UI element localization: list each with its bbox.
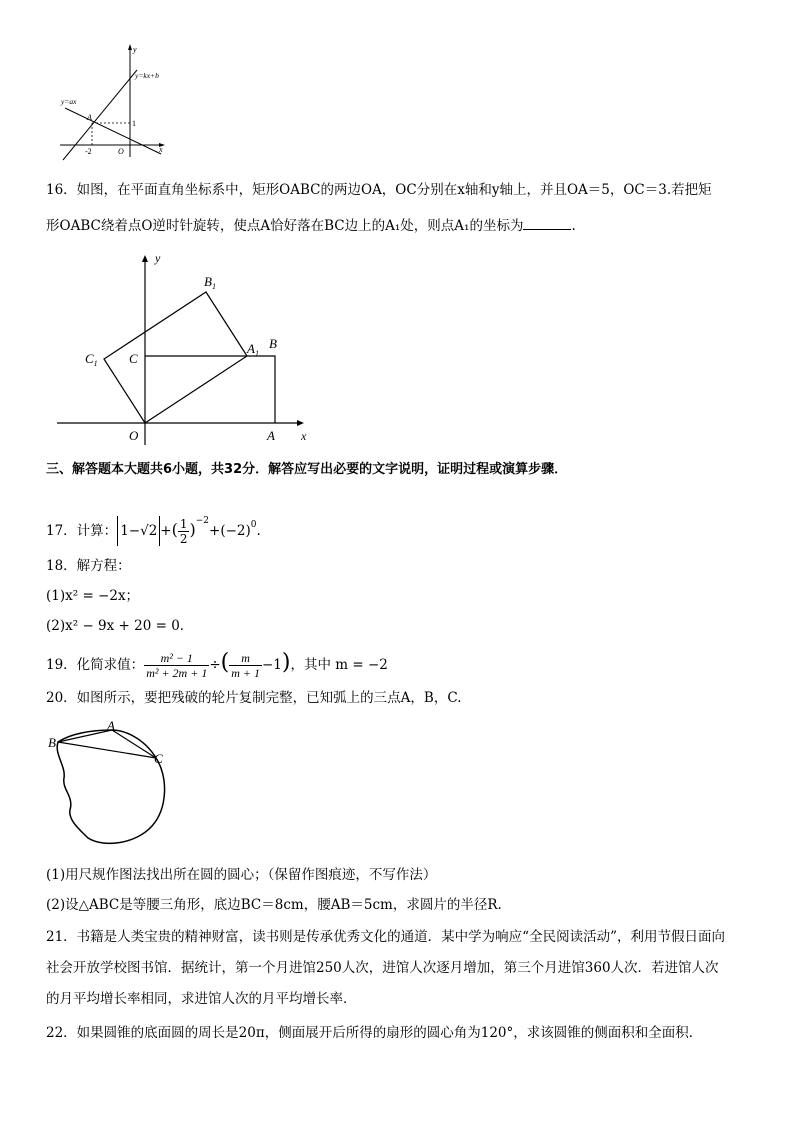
figure-broken-disc (44, 716, 174, 851)
label-ax: y=ax (61, 97, 77, 106)
label-neg2: -2 (85, 147, 92, 156)
y-axis-arrow (142, 255, 148, 262)
label-y: y (155, 251, 161, 265)
fraction-1-num: m² − 1 (144, 651, 209, 666)
question-18-part2: (2)x² − 9x + 20 = 0． (46, 618, 194, 634)
fraction-1-den: m² + 2m + 1 (146, 666, 208, 680)
label-A: A (107, 718, 115, 733)
frac-den: 2 (179, 532, 188, 546)
fraction-2 (229, 651, 262, 680)
question-21-line1: 21．书籍是人类宝贵的精神财富，读书则是传承优秀文化的通道．某中学为响应“全民阅读活动”，利用节假日面向 (46, 929, 725, 945)
question-20-part1: (1)用尺规作图法找出所在圆的圆心；（保留作图痕迹，不写作法） (46, 867, 437, 883)
question-17 (46, 506, 261, 546)
line-kx-b (63, 70, 137, 160)
label-y: y (133, 45, 137, 54)
question-19-tail: ，其中 m = −2 (290, 657, 388, 673)
label-O: O (118, 147, 124, 156)
question-16-line2-text: 形OABC绕着点O逆时针旋转，使点A恰好落在BC边上的A₁处，则点A₁的坐标为 (46, 218, 524, 234)
label-B1: $B_1$ (204, 274, 216, 291)
label-kx-b: y=kx+b (135, 71, 159, 80)
rectangle-OABC (145, 356, 275, 423)
exponent-0: 0 (250, 520, 257, 530)
fraction-half (178, 517, 190, 546)
line-ax (65, 108, 161, 154)
exponent-neg2: −2 (195, 516, 210, 526)
label-x: x (301, 429, 307, 443)
label-A1: $A_1$ (247, 341, 259, 358)
question-19 (46, 646, 388, 680)
figure-linear-functions (55, 42, 175, 162)
y-axis-arrow (128, 44, 132, 50)
rectangle-OA1B1C1 (104, 292, 247, 423)
paren-close: ) (189, 520, 196, 539)
big-paren-open: ( (220, 650, 230, 675)
question-20-line: 20．如图所示，要把残破的轮片复制完整，已知弧上的三点A，B，C. (46, 690, 462, 706)
label-A: A (87, 113, 92, 122)
question-18-part1: (1)x² = −2x； (46, 588, 140, 604)
label-O: O (129, 428, 139, 443)
term-neg2: (−2) (220, 523, 251, 539)
section-3-heading: 三、解答题本大题共6小题，共32分．解答应写出必要的文字说明，证明过程或演算步骤． (46, 462, 568, 477)
plus-1: + (160, 523, 172, 539)
label-x: x (159, 145, 163, 154)
label-C: C (129, 351, 138, 366)
question-18-title: 18．解方程： (46, 558, 131, 574)
question-22-line: 22．如果圆锥的底面圆的周长是20π，侧面展开后所得的扇形的圆心角为120°，求该圆锥的侧面积和全面积． (46, 1025, 703, 1041)
label-B: B (269, 336, 277, 351)
question-16-line2 (46, 217, 576, 235)
question-19-label: 19．化简求值： (46, 657, 145, 673)
minus-one: −1 (261, 657, 282, 673)
triangle-ABC (58, 730, 156, 758)
paren-open: ( (171, 520, 178, 539)
fraction-2-den: m + 1 (231, 666, 260, 680)
abs-value-term: 1−√2 (117, 516, 160, 546)
disc-outline (57, 730, 164, 843)
label-B: B (48, 735, 56, 750)
question-17-label: 17．计算： (46, 523, 118, 539)
answer-blank[interactable] (523, 217, 571, 230)
divide-sign: ÷ (209, 657, 221, 673)
question-21-line3: 的月平均增长率相同，求进馆人次的月平均增长率． (46, 991, 357, 1007)
label-A: A (267, 428, 275, 443)
frac-num: 1 (179, 517, 188, 531)
label-C: C (154, 751, 163, 766)
fraction-2-num: m (229, 651, 262, 666)
big-paren-close: ) (281, 650, 291, 675)
plus-2: + (209, 523, 221, 539)
question-16-end: . (571, 218, 576, 234)
question-20-part2: (2)设△ABC是等腰三角形，底边BC＝8cm，腰AB＝5cm，求圆片的半径R. (46, 897, 502, 913)
fraction-1 (144, 651, 209, 680)
figure-rotated-rectangle (55, 250, 315, 450)
question-17-end: . (256, 523, 261, 539)
question-16-line1: 16．如图，在平面直角坐标系中，矩形OABC的两边OA，OC分别在x轴和y轴上，并且OA＝5，OC＝3.若把矩 (46, 182, 712, 198)
label-1: 1 (132, 119, 136, 128)
label-C1: $C_1$ (85, 351, 98, 368)
question-21-line2: 社会开放学校图书馆．据统计，第一个月进馆250人次，进馆人次逐月增加，第三个月进馆360人次．若进馆人次 (46, 960, 719, 976)
x-axis-arrow (297, 420, 304, 426)
